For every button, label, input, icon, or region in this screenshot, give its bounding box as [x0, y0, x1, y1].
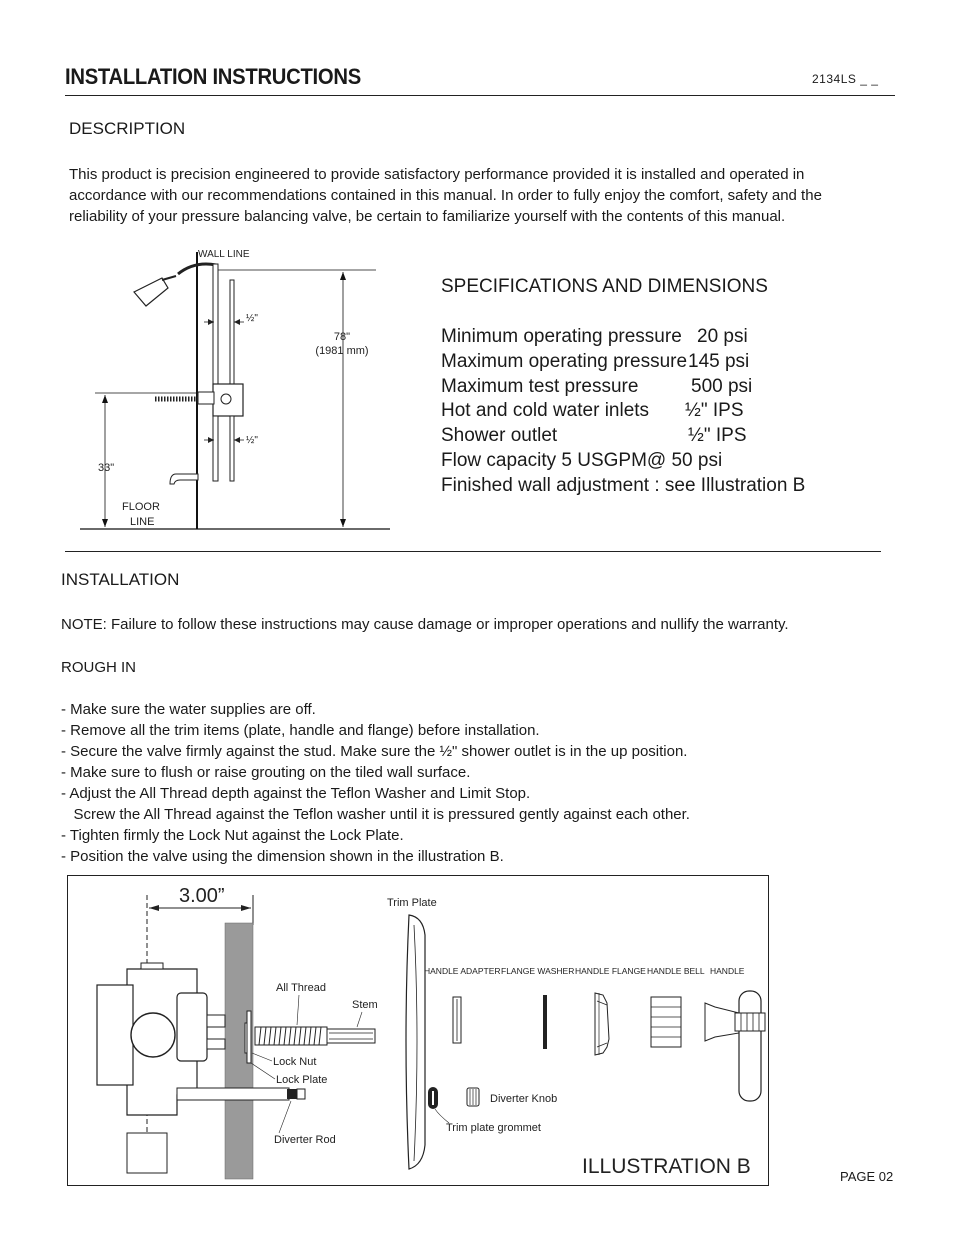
wall-line-label: WALL LINE	[198, 249, 250, 260]
list-item: - Make sure to flush or raise grouting on the tiled wall surface.	[61, 764, 471, 781]
illustration-caption: ILLUSTRATION B	[582, 1155, 751, 1178]
page-title: INSTALLATION INSTRUCTIONS	[65, 64, 361, 89]
spec-value: 145 psi	[688, 350, 750, 372]
handle-flange-label: HANDLE FLANGE	[575, 966, 646, 976]
handle-label: HANDLE	[710, 966, 745, 976]
diverter-rod	[177, 1088, 289, 1100]
trim-plate-label: Trim Plate	[387, 897, 437, 909]
header-divider	[65, 95, 895, 96]
lock-plate-label: Lock Plate	[276, 1074, 328, 1086]
spec-row	[441, 325, 805, 350]
description-heading: DESCRIPTION	[69, 119, 186, 138]
description-paragraph	[69, 164, 822, 227]
handle-lever	[739, 991, 761, 1101]
diverter-knob-label: Diverter Knob	[490, 1093, 558, 1105]
dimension-78-mm: (1981 mm)	[315, 345, 369, 357]
description-line: accordance with our recommendations contained in this manual. In order to fully enjoy the comfort, safety and the	[69, 187, 822, 204]
spec-label: Maximum operating pressure	[441, 350, 688, 372]
handle-adapter-label: HANDLE ADAPTER	[424, 966, 501, 976]
half-inch-top: ½"	[246, 313, 258, 324]
spec-row	[441, 399, 805, 424]
model-number: 2134LS _ _	[812, 72, 879, 86]
trim-plate-grommet-label: Trim plate grommet	[446, 1122, 541, 1134]
handle-bell-label: HANDLE BELL	[647, 966, 705, 976]
description-line: This product is precision engineered to provide satisfactory performance provided it is installed and operated in	[69, 166, 805, 183]
list-item: - Remove all the trim items (plate, handle and flange) before installation.	[61, 722, 540, 739]
diverter-rod-label: Diverter Rod	[274, 1134, 336, 1146]
dimension-78: 78"	[333, 331, 351, 343]
dimension-label: 3.00”	[179, 885, 225, 907]
flange-washer	[543, 995, 547, 1049]
spec-label: Minimum operating pressure	[441, 326, 682, 347]
stem	[327, 1029, 375, 1043]
rough-in-diagram	[80, 240, 400, 535]
spec-value: 20 psi	[697, 326, 748, 347]
flange-washer-label: FLANGE WASHER	[501, 966, 575, 976]
list-item: - Tighten firmly the Lock Nut against the Lock Plate.	[61, 827, 404, 844]
handle-flange	[595, 993, 609, 1055]
section-divider	[65, 551, 881, 552]
rough-in-steps	[61, 699, 690, 867]
lock-nut-label: Lock Nut	[273, 1056, 317, 1068]
installation-note: NOTE: Failure to follow these instructions may cause damage or improper operations and nullify the warranty.	[61, 616, 789, 633]
installation-heading: INSTALLATION	[61, 570, 180, 589]
description-line: reliability of your pressure balancing valve, be certain to familiarize yourself with the contents of this manual.	[69, 208, 786, 225]
list-item: - Position the valve using the dimension shown in the illustration B.	[61, 848, 504, 865]
illustration-b	[67, 875, 770, 1187]
all-thread-label: All Thread	[276, 982, 326, 994]
rough-in-heading: ROUGH IN	[61, 659, 136, 676]
shower-head-icon	[134, 278, 168, 306]
spec-row	[441, 350, 805, 375]
spec-value: ½" IPS	[688, 425, 747, 447]
floor-line-label: LINE	[130, 516, 155, 528]
spec-finish: Finished wall adjustment : see Illustration B	[441, 474, 806, 496]
specs-list	[441, 325, 805, 499]
spec-row	[441, 375, 805, 400]
page-number: PAGE 02	[840, 1169, 894, 1184]
spec-row	[441, 424, 805, 449]
spec-value: 500 psi	[691, 375, 753, 397]
spec-label: Maximum test pressure	[441, 375, 639, 397]
specs-heading: SPECIFICATIONS AND DIMENSIONS	[441, 276, 768, 297]
list-item: - Secure the valve firmly against the stud. Make sure the ½" shower outlet is in the up position.	[61, 743, 688, 760]
tub-spout-icon	[170, 474, 198, 484]
spec-value: ½" IPS	[685, 400, 744, 422]
half-inch-bottom: ½"	[246, 435, 258, 446]
list-item: Screw the All Thread against the Teflon washer until it is pressured gently against each other.	[61, 806, 690, 823]
list-item: - Make sure the water supplies are off.	[61, 701, 316, 718]
handle-bell	[651, 997, 681, 1047]
floor-label: FLOOR	[122, 501, 160, 513]
stem-label: Stem	[352, 999, 378, 1011]
spec-label: Hot and cold water inlets	[441, 400, 650, 422]
dimension-33: 33"	[98, 462, 115, 474]
spec-flow: Flow capacity 5 USGPM@ 50 psi	[441, 449, 723, 471]
list-item: - Adjust the All Thread depth against the Teflon Washer and Limit Stop.	[61, 785, 531, 802]
spec-label: Shower outlet	[441, 425, 558, 447]
